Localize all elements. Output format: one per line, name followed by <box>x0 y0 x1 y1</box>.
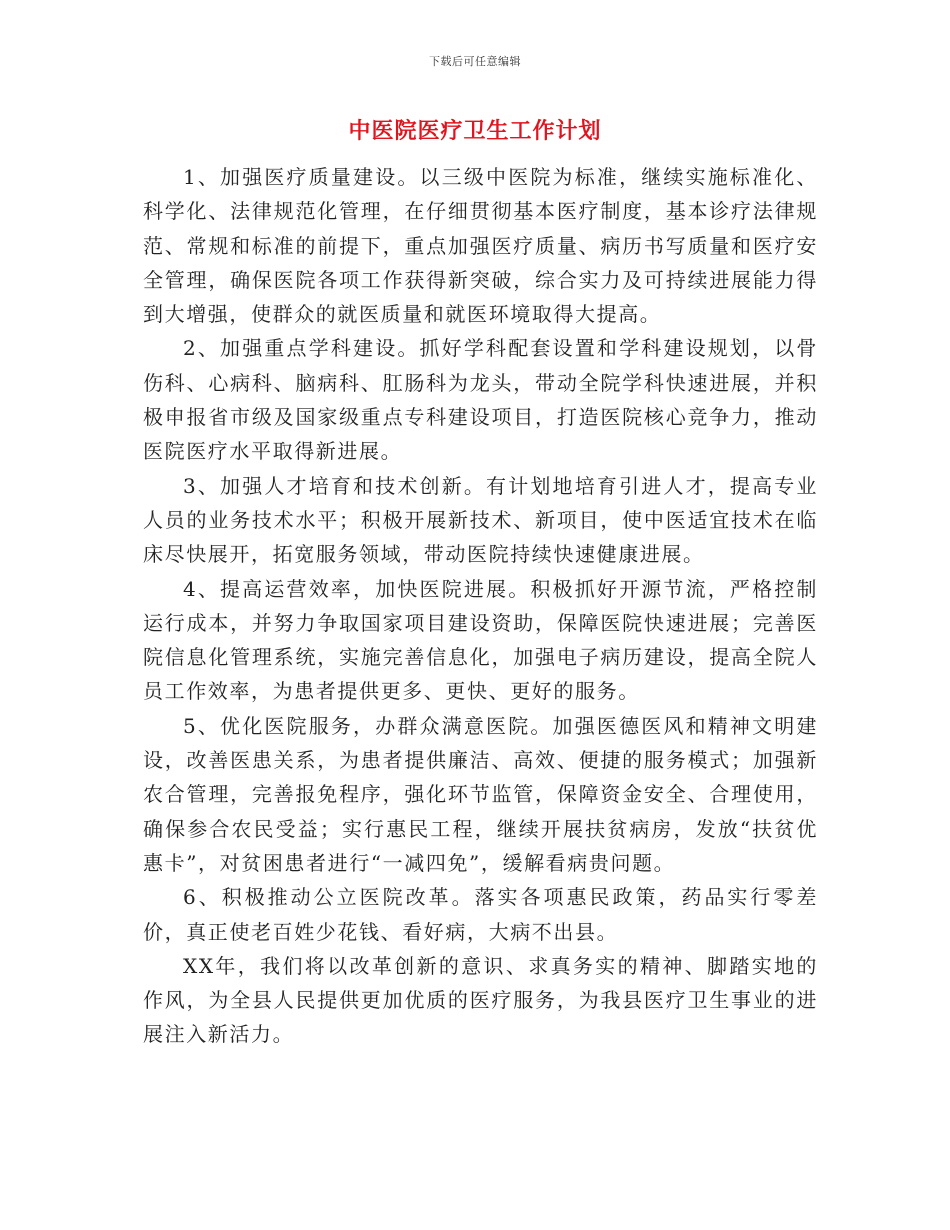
paragraph-5: 5、优化医院服务，办群众满意医院。加强医德医风和精神文明建设，改善医患关系，为患者提供廉洁、高效、便捷的服务模式；加强新农合管理，完善报免程序，强化环节监管，保障资金安全、合理使用，确保参合农民受益；实行惠民工程，继续开展扶贫病房，发放“扶贫优惠卡”，对贫困患者进行“一减四免”，缓解看病贵问题。 <box>143 713 818 875</box>
paragraph-3: 3、加强人才培育和技术创新。有计划地培育引进人才，提高专业人员的业务技术水平；积极开展新技术、新项目，使中医适宜技术在临床尽快展开，拓宽服务领域，带动医院持续快速健康进展。 <box>143 473 818 567</box>
document-title: 中医院医疗卫生工作计划 <box>348 119 602 144</box>
header-note: 下载后可任意编辑 <box>429 55 521 68</box>
paragraph-6: 6、积极推动公立医院改革。落实各项惠民政策，药品实行零差价，真正使老百姓少花钱、看好病，大病不出县。 <box>143 885 818 944</box>
paragraph-2: 2、加强重点学科建设。抓好学科配套设置和学科建设规划，以骨伤科、心病科、脑病科、肛肠科为龙头，带动全院学科快速进展，并积极申报省市级及国家级重点专科建设项目，打造医院核心竞争力，推动医院医疗水平取得新进展。 <box>143 336 818 464</box>
paragraph-1: 1、加强医疗质量建设。以三级中医院为标准，继续实施标准化、科学化、法律规范化管理，在仔细贯彻基本医疗制度，基本诊疗法律规范、常规和标准的前提下，重点加强医疗质量、病历书写质量和医疗安全管理，确保医院各项工作获得新突破，综合实力及可持续进展能力得到大增强，使群众的就医质量和就医环境取得大提高。 <box>143 165 818 327</box>
paragraph-4: 4、提高运营效率，加快医院进展。积极抓好开源节流，严格控制运行成本，并努力争取国家项目建设资助，保障医院快速进展；完善医院信息化管理系统，实施完善信息化，加强电子病历建设，提高全院人员工作效率，为患者提供更多、更快、更好的服务。 <box>143 576 818 704</box>
paragraph-conclusion: XX年，我们将以改革创新的意识、求真务实的精神、脚踏实地的作风，为全县人民提供更加优质的医疗服务，为我县医疗卫生事业的进展注入新活力。 <box>143 953 818 1047</box>
document-body <box>143 160 818 1052</box>
